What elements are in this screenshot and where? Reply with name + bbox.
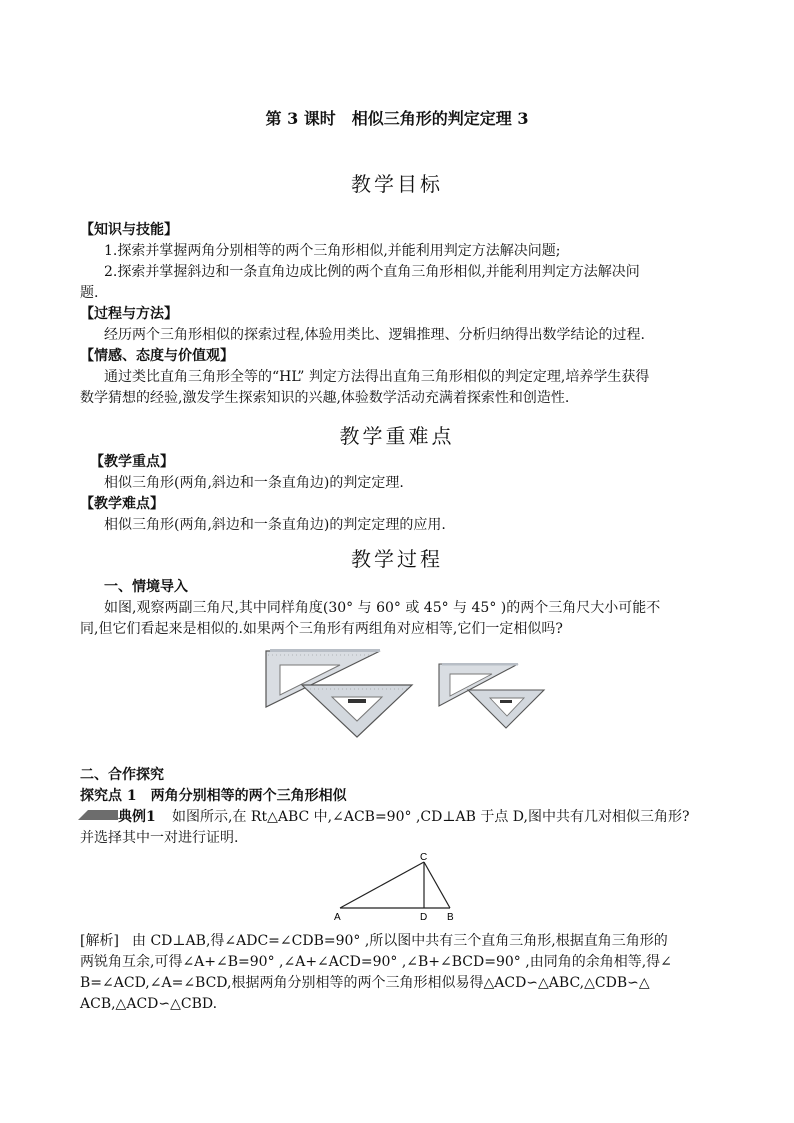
point1-heading: 探究点 1 两角分别相等的两个三角形相似 — [80, 788, 347, 804]
set-square-45-45-large — [302, 685, 412, 737]
process-method-text: 经历两个三角形相似的探索过程,体验用类比、逻辑推理、分析归纳得出数学结论的过程. — [104, 327, 645, 343]
difficulty-text: 相似三角形(两角,斜边和一条直角边)的判定定理的应用. — [104, 517, 446, 533]
emotion-text-1: 通过类比直角三角形全等的“HL” 判定方法得出直角三角形相似的判定定理,培养学生获得 — [104, 369, 650, 385]
cooperation-heading: 二、合作探究 — [80, 767, 164, 783]
emotion-heading: 【情感、态度与价值观】 — [80, 348, 234, 364]
analysis-text-1: 由 CD⊥AB,得∠ADC=∠CDB=90° ,所以图中共有三个直角三角形,根据直角三角形的 — [132, 933, 668, 949]
emotion-text-2: 数学猜想的经验,激发学生探索知识的兴趣,体验数学活动充满着探索性和创造性. — [80, 390, 570, 406]
section-heading-goals: 教学目标 — [351, 172, 443, 196]
knowledge-item-2-cont: 题. — [80, 285, 99, 301]
intro-heading: 一、情境导入 — [104, 579, 188, 595]
knowledge-item-1: 1.探索并掌握两角分别相等的两个三角形相似,并能利用判定方法解决问题; — [104, 243, 561, 259]
set-square-photo-right — [436, 660, 546, 732]
intro-text-2: 同,但它们看起来是相似的.如果两个三角形有两组角对应相等,它们一定相似吗? — [80, 621, 563, 637]
process-method-heading: 【过程与方法】 — [80, 306, 178, 322]
analysis-text-2: 两锐角互余,可得∠A+∠B=90° ,∠A+∠ACD=90° ,∠B+∠BCD=90° ,由同角的余角相等,得∠ — [80, 954, 672, 970]
example-marker-icon — [78, 809, 118, 821]
point-label-c: C — [420, 852, 428, 863]
analysis-text-4: ACB,△ACD∽△CBD. — [80, 996, 218, 1012]
knowledge-item-2: 2.探索并掌握斜边和一条直角边成比例的两个直角三角形相似,并能利用判定方法解决问 — [104, 264, 640, 280]
page-title: 第 3 课时 相似三角形的判定定理 3 — [265, 109, 529, 128]
section-heading-keypoints: 教学重难点 — [339, 424, 455, 448]
focus-text: 相似三角形(两角,斜边和一条直角边)的判定定理. — [104, 475, 404, 491]
focus-heading: 【教学重点】 — [90, 454, 174, 470]
triangle-figure — [330, 850, 460, 922]
point-label-a: A — [334, 912, 341, 922]
example-text-2: 并选择其中一对进行证明. — [80, 830, 239, 846]
example-text-1: 如图所示,在 Rt△ABC 中,∠ACB=90° ,CD⊥AB 于点 D,图中共有几对相似三角形? — [172, 809, 690, 825]
intro-text-1: 如图,观察两副三角尺,其中同样角度(30° 与 60° 或 45° 与 45° )的两个三角尺大小可能不 — [104, 600, 661, 616]
section-heading-process: 教学过程 — [351, 547, 443, 571]
set-square-photo-left — [262, 645, 414, 740]
point-label-d: D — [420, 912, 428, 922]
example-label: 典例1 — [118, 809, 156, 825]
point-label-b: B — [447, 912, 454, 922]
set-square-45-45-small — [468, 690, 544, 728]
segment-bc — [424, 862, 450, 908]
knowledge-heading: 【知识与技能】 — [80, 222, 178, 238]
analysis-text-3: B=∠ACD,∠A=∠BCD,根据两角分别相等的两个三角形相似易得△ACD∽△ABC,△CDB∽△ — [80, 975, 650, 991]
difficulty-heading: 【教学难点】 — [80, 496, 164, 512]
segment-ac — [340, 862, 424, 908]
analysis-label: [解析] — [80, 933, 119, 949]
